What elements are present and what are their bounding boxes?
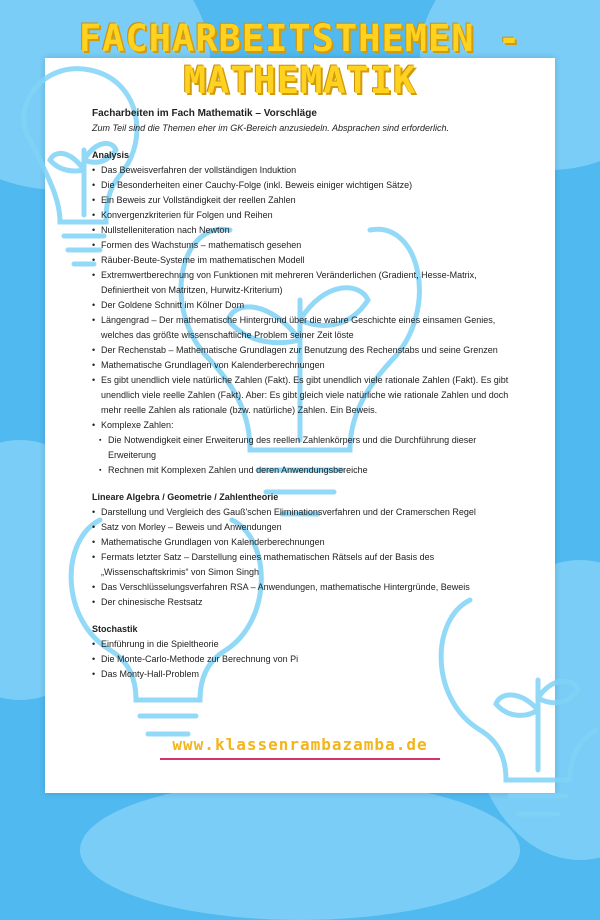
list-item: • Mathematische Grundlagen von Kalenderberechnungen [92,535,522,550]
sub-list-item: ▪ Rechnen mit Komplexen Zahlen und deren Anwendungsbereiche [92,463,522,478]
complex-numbers-sublist [92,433,522,478]
list-item: • Mathematische Grundlagen von Kalenderberechnungen [92,358,522,373]
analysis-list [92,163,522,433]
list-item: • Einführung in die Spieltheorie [92,637,522,652]
list-item: • Darstellung und Vergleich des Gauß'schen Eliminationsverfahren und der Cramerschen Regel [92,505,522,520]
list-item: • Ein Beweis zur Vollständigkeit der reellen Zahlen [92,193,522,208]
list-item: • Das Beweisverfahren der vollständigen Induktion [92,163,522,178]
list-item: • Die Besonderheiten einer Cauchy-Folge (inkl. Beweis einiger wichtigen Sätze) [92,178,522,193]
document-note: Zum Teil sind die Themen eher im GK-Bereich anzusiedeln. Absprachen sind erforderlich. [92,123,450,133]
title-line-2: MATHEMATIK [183,59,417,102]
list-item: • Der chinesische Restsatz [92,595,522,610]
list-item: • Formen des Wachstums – mathematisch gesehen [92,238,522,253]
page-title [0,18,600,102]
list-item: • Komplexe Zahlen: [92,418,522,433]
list-item: • Konvergenzkriterien für Folgen und Reihen [92,208,522,223]
section-title-lineare-algebra: Lineare Algebra / Geometrie / Zahlentheorie [92,492,279,502]
stochastik-list [92,637,522,682]
list-item: • Fermats letzter Satz – Darstellung eines mathematischen Rätsels auf der Basis des „Wissenschaftskrimis“ von Simon Singh [92,550,522,580]
list-item: • Die Monte-Carlo-Methode zur Berechnung von Pi [92,652,522,667]
plant-sprout-icon [496,680,578,770]
list-item: • Extremwertberechnung von Funktionen mit mehreren Veränderlichen (Gradient, Hesse-Matrix, Definiertheit von Matritzen, Hurwitz-Kriterium) [92,268,522,298]
lineare-algebra-list [92,505,522,610]
list-item: • Satz von Morley – Beweis und Anwendungen [92,520,522,535]
sub-list-item: ▪ Die Notwendigkeit einer Erweiterung des reellen Zahlenkörpers und die Durchführung dieser Erweiterung [92,433,522,463]
list-item: • Nullstelleniteration nach Newton [92,223,522,238]
list-item: • Längengrad – Der mathematische Hintergrund über die wahre Geschichte eines einsamen Genies, welches das größte wissenschaftliche Problem seiner Zeit löste [92,313,522,343]
section-title-stochastik: Stochastik [92,624,138,634]
list-item: • Der Goldene Schnitt im Kölner Dom [92,298,522,313]
website-link[interactable]: www.klassenrambazamba.de [172,735,428,754]
website-underline [160,758,440,760]
section-title-analysis: Analysis [92,150,130,160]
list-item: • Es gibt unendlich viele natürliche Zahlen (Fakt). Es gibt unendlich viele rationale Zahlen (Fakt). Es gibt unendlich viele reelle Zahlen (Fakt). Aber: Es gibt gleich viele natürliche wie rationale Zahlen und doch mehr reelle Zahlen als rationale (bzw. natürliche) Zahlen. Ein Beweis. [92,373,522,418]
title-line-1: FACHARBEITSTHEMEN - [78,17,522,60]
list-item: • Räuber-Beute-Systeme im mathematischen Modell [92,253,522,268]
document-content [92,107,522,682]
list-item: • Der Rechenstab – Mathematische Grundlagen zur Benutzung des Rechenstabs und seine Grenzen [92,343,522,358]
list-item: • Das Verschlüsselungsverfahren RSA – Anwendungen, mathematische Hintergründe, Beweis [92,580,522,595]
document-heading: Facharbeiten im Fach Mathematik – Vorschläge [92,108,317,119]
list-item: • Das Monty-Hall-Problem [92,667,522,682]
